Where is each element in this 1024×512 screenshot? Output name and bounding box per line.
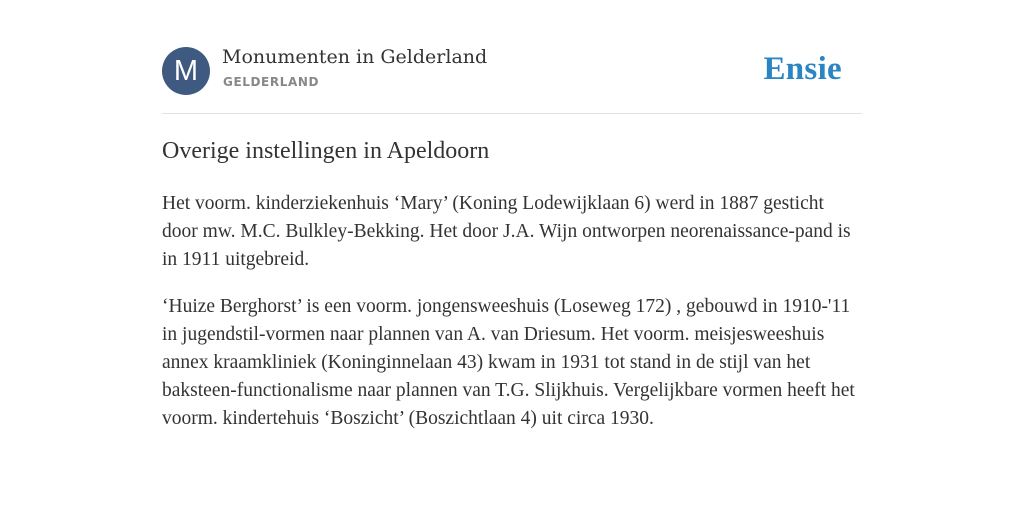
- paragraph: Het voorm. kinderziekenhuis ‘Mary’ (Koning Lodewijklaan 6) werd in 1887 gesticht door mw. M.C. Bulkley-Bekking. Het door J.A. Wijn ontworpen neorenaissance-pand is in 1911 uitgebreid.: [162, 193, 851, 270]
- header: [162, 46, 862, 96]
- paragraph: ‘Huize Berghorst’ is een voorm. jongensweeshuis (Loseweg 172) , gebouwd in 1910-'11 in jugendstil-vormen naar plannen van A. van Driesum. Het voorm. meisjesweeshuis annex kraamkliniek (Koninginnelaan 43) kwam in 1931 tot stand in de stijl van het baksteen-functionalisme naar plannen van T.G. Slijkhuis. Vergelijkbare vormen heeft het voorm. kindertehuis ‘Boszicht’ (Boszichtlaan 4) uit circa 1930.: [162, 296, 855, 429]
- article-title: Overige instellingen in Apeldoorn: [162, 138, 490, 164]
- site-category[interactable]: GELDERLAND: [223, 75, 320, 89]
- site-title[interactable]: Monumenten in Gelderland: [222, 46, 488, 68]
- avatar[interactable]: M: [162, 47, 210, 95]
- header-divider: [162, 113, 862, 114]
- article-body: [162, 190, 862, 452]
- brand-logo[interactable]: Ensie: [763, 51, 842, 87]
